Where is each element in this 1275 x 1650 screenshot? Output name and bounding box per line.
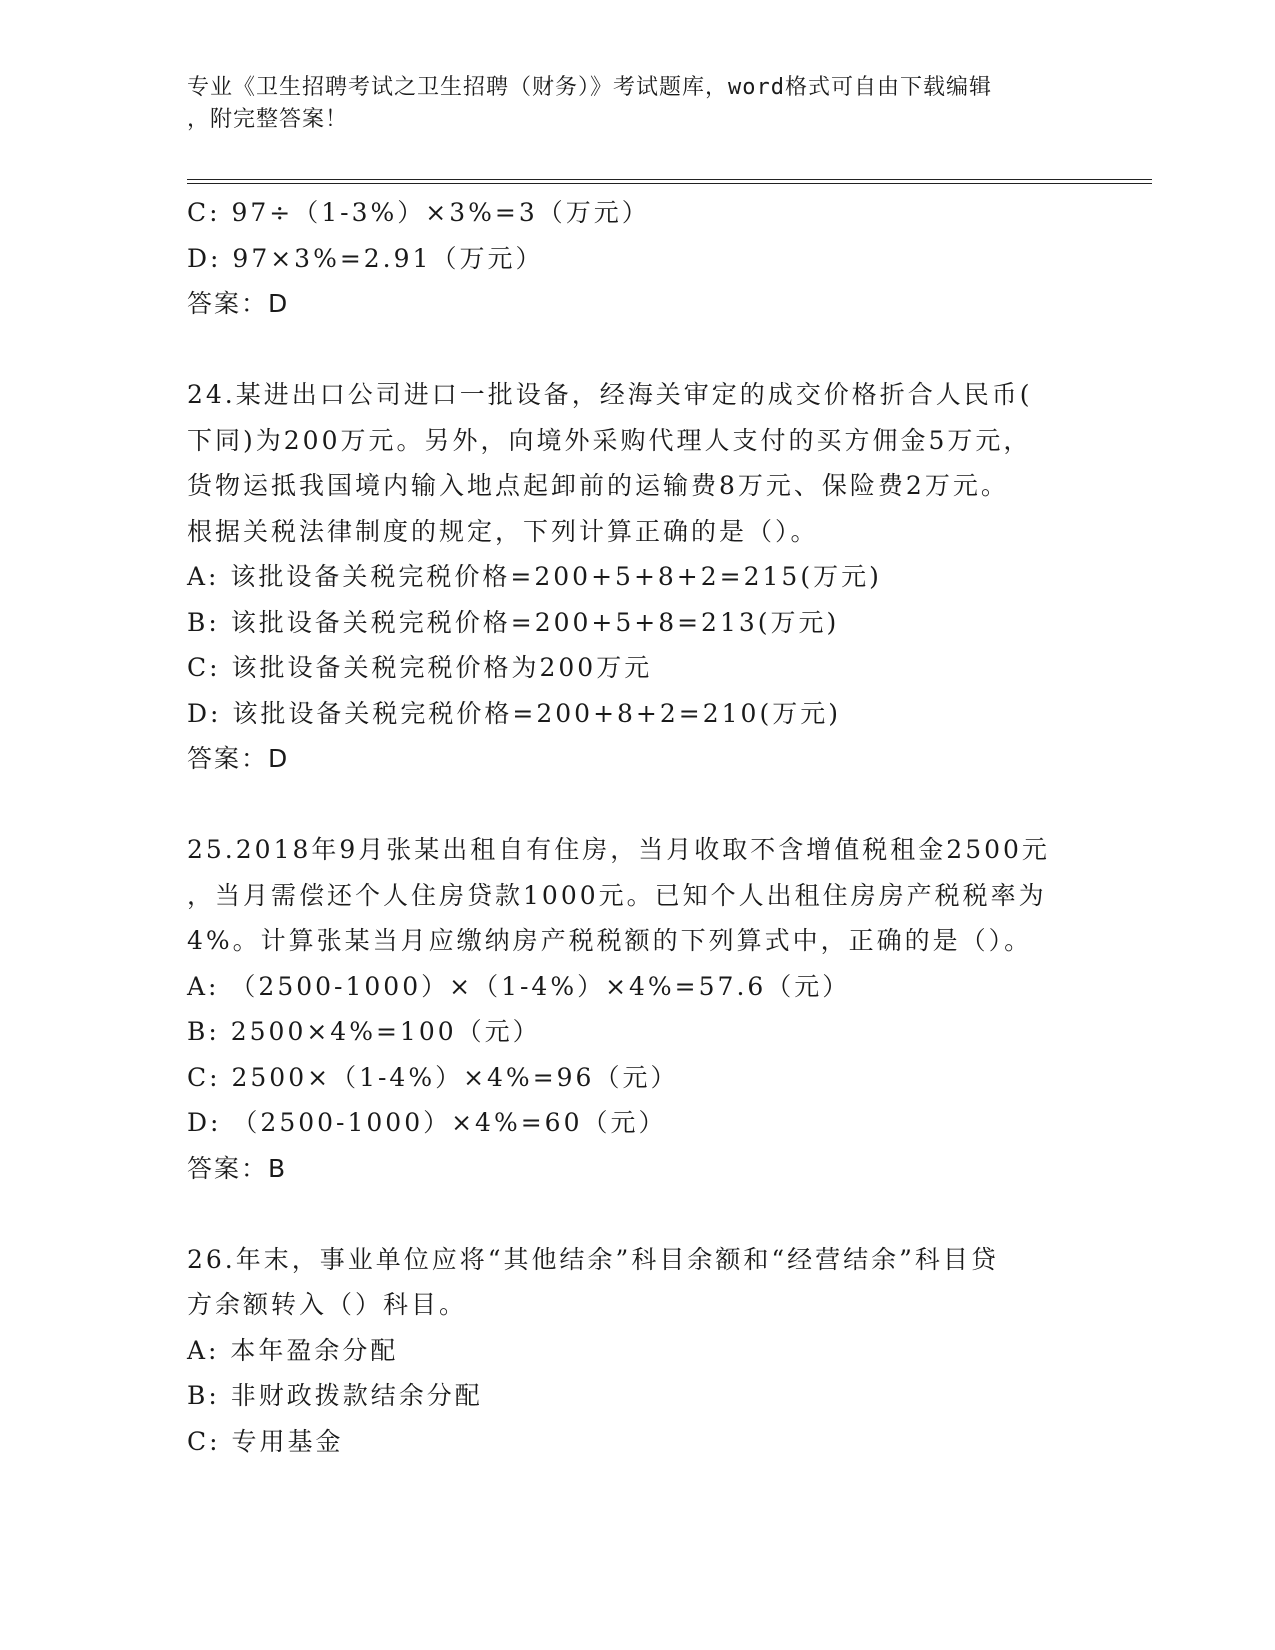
question-text-line: 4%。计算张某当月应缴纳房产税税额的下列算式中，正确的是（）。 [187,926,1033,955]
answer: 答案：D [187,289,290,318]
spacer [187,327,1087,373]
page-header [187,72,1087,136]
question-text-line: 26.年末，事业单位应将“其他结余”科目余额和“经营结余”科目贷 [187,1244,999,1274]
question-content [187,190,1087,1464]
spacer [187,782,1087,828]
answer: 答案：D [187,744,290,773]
option-d: D: （2500-1000）×4%=60（元） [187,1108,667,1137]
question-text-line: 货物运抵我国境内输入地点起卸前的运输费8万元、保险费2万元。 [187,471,1009,500]
question-text-line: 25.2018年9月张某出租自有住房，当月收取不含增值税租金2500元 [187,835,1050,864]
question-text-line: 24.某进出口公司进口一批设备，经海关审定的成交价格折合人民币( [187,380,1033,409]
option-c: C: 2500×（1-4%）×4%=96（元） [187,1062,679,1092]
option-c: C: 97÷（1-3%）×3%=3（万元） [187,198,650,227]
option-b: B: 该批设备关税完税价格=200+5+8=213(万元) [187,607,840,637]
option-d: D: 该批设备关税完税价格=200+8+2=210(万元) [187,698,841,728]
header-line-1: 专业《卫生招聘考试之卫生招聘（财务）》考试题库，word格式可自由下载编辑 [187,75,992,100]
question-text-line: 下同)为200万元。另外，向境外采购代理人支付的买方佣金5万元， [187,425,1032,455]
question-text-line: 根据关税法律制度的规定，下列计算正确的是（）。 [187,516,819,546]
option-a: A: 该批设备关税完税价格=200+5+8+2=215(万元) [187,562,882,591]
option-d: D: 97×3%=2.91（万元） [187,243,544,273]
option-a: A: （2500-1000）×（1-4%）×4%=57.6（元） [187,971,851,1001]
option-b: B: 非财政拨款结余分配 [187,1381,483,1410]
previous-question-tail [187,190,1087,327]
option-b: B: 2500×4%=100（元） [187,1017,541,1046]
question-text-line: ，当月需偿还个人住房贷款1000元。已知个人出租住房房产税税率为 [187,880,1047,910]
spacer [187,1191,1087,1237]
option-a: A: 本年盈余分配 [187,1335,399,1365]
answer: 答案：B [187,1153,288,1183]
question-25 [187,827,1087,1191]
question-26 [187,1237,1087,1465]
header-line-2: ，附完整答案！ [187,107,349,132]
option-c: C: 该批设备关税完税价格为200万元 [187,653,653,682]
option-c: C: 专用基金 [187,1426,344,1456]
header-divider-top [187,179,1152,180]
question-24 [187,372,1087,782]
header-divider-bottom [187,183,1152,184]
question-text-line: 方余额转入（）科目。 [187,1290,468,1319]
